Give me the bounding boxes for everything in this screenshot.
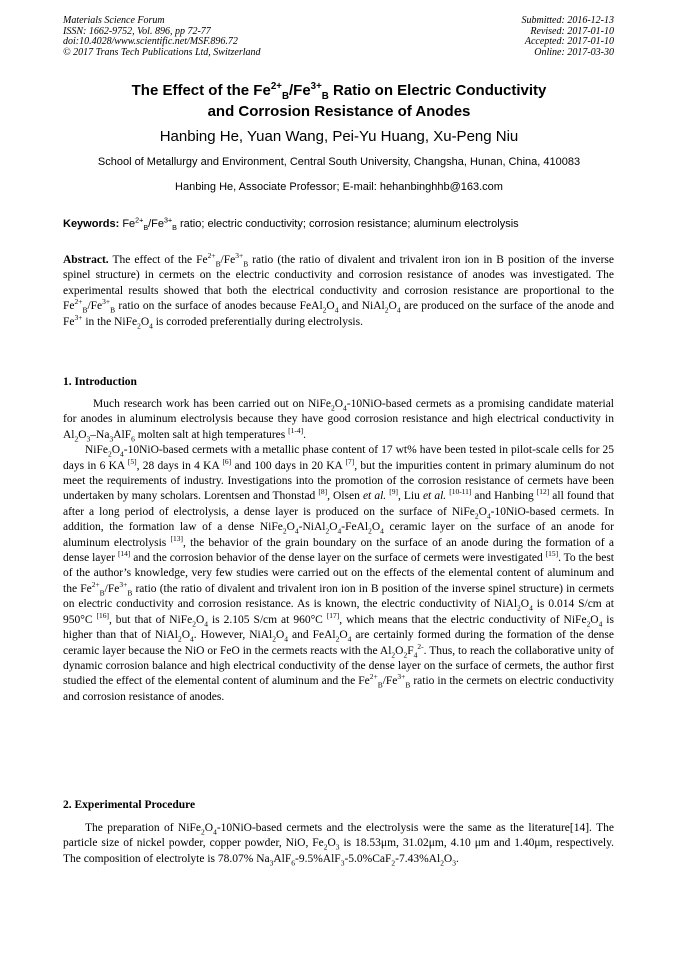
subscript: 4 bbox=[204, 618, 208, 628]
subscript: 3 bbox=[335, 842, 340, 852]
author-list: Hanbing He, Yuan Wang, Pei-Yu Huang, Xu-Peng Niu bbox=[159, 128, 519, 145]
superscript: 3+ bbox=[119, 580, 128, 590]
body-text: –Na bbox=[90, 428, 110, 441]
subscript: B bbox=[377, 680, 383, 690]
abstract-text: /Fe bbox=[220, 254, 236, 266]
subscript: 4 bbox=[334, 305, 339, 315]
subscript: 4 bbox=[598, 618, 603, 628]
subscript: B bbox=[281, 91, 289, 102]
subscript: 4 bbox=[380, 526, 384, 536]
corresponding-author: Hanbing He, Associate Professor; E-mail: hehanbinghhb@163.com bbox=[175, 181, 503, 193]
body-text: , but that of NiFe bbox=[108, 613, 193, 626]
body-text: -10NiO-based cermets. In addition, the formation law of a dense NiFe bbox=[63, 505, 614, 534]
affiliation: School of Metallurgy and Environment, Central South University, Changsha, Hunan, China, 410083 bbox=[97, 156, 581, 168]
subscript: B bbox=[127, 588, 133, 598]
body-text: is higher than that of NiAl bbox=[63, 613, 614, 642]
body-text: -5.0%CaF bbox=[344, 852, 392, 865]
subscript: 2 bbox=[323, 842, 328, 852]
subscript: 4 bbox=[347, 634, 352, 644]
subscript: B bbox=[215, 259, 221, 269]
body-text: Much research work has been carried out on NiFe bbox=[93, 398, 331, 410]
subscript: 4 bbox=[396, 305, 401, 315]
superscript: 3+ bbox=[235, 251, 244, 261]
body-text: /Fe bbox=[382, 675, 398, 688]
subscript: 2 bbox=[74, 434, 79, 444]
subscript: B bbox=[243, 259, 249, 269]
section-heading-experimental: 2. Experimental Procedure bbox=[63, 799, 196, 811]
body-text: and Hanbing bbox=[471, 490, 537, 503]
keyword-text: Fe bbox=[122, 218, 136, 230]
citation: [16] bbox=[96, 610, 109, 620]
body-text: molten salt at high temperatures bbox=[134, 428, 289, 441]
body-text: , Liu bbox=[397, 490, 423, 503]
body-text: The preparation of NiFe bbox=[85, 822, 202, 834]
body-text: et al. bbox=[362, 490, 387, 503]
citation: [5] bbox=[127, 456, 137, 466]
title-text: The Effect of the Fe bbox=[131, 82, 271, 99]
body-text: -7.43%Al bbox=[395, 852, 441, 865]
abstract: Abstract. The effect of the $Fe^{2+}_B/Fe^{3+}_B$ ratio (the ratio of divalent and trivalent iron ion in B position of the inverse spinel structure) in cermets on the electric conductivity and corrosion resistance of anodes was investigated. The experimental results showed that both the electrical conductivity and corrosion resistance are proportional to the $Fe^{2+}_B/Fe^{3+}_B$ ratio on the surface of anodes because $FeAl_2O_4$ and $NiAl_2O_4$ are produced on the surface of the anode and $Fe^{3+}$ in the $NiFe_2O_4$ is corroded preferentially during electrolysis. bbox=[63, 251, 615, 330]
subscript: 3 bbox=[86, 434, 91, 444]
body-text: -NiAl bbox=[298, 521, 326, 534]
subscript: 4 bbox=[343, 403, 347, 413]
subscript: 2 bbox=[177, 634, 182, 644]
superscript: 2+ bbox=[207, 251, 216, 261]
subscript: 3 bbox=[269, 858, 274, 868]
body-text: ceramic layer on the surface of an anode for aluminum electrolysis bbox=[63, 521, 614, 549]
superscript: 2+ bbox=[270, 81, 282, 92]
abstract-text: ratio (the ratio of divalent and trivalent iron ion in B position of the inverse spinel structure) in cermets on the electric conductivity and corrosion resistance of anodes was investigated. The experimental results showed that both the electrical conductivity and corrosion resistance are proportional to the Fe bbox=[63, 254, 614, 313]
citation: [7] bbox=[345, 456, 355, 466]
title-text: /Fe bbox=[288, 82, 311, 99]
subscript: 3 bbox=[452, 858, 456, 868]
abstract-text: in the NiFe bbox=[82, 315, 138, 328]
subscript: 2 bbox=[368, 526, 372, 536]
body-text: NiFe bbox=[85, 444, 108, 457]
abstract-label: Abstract. bbox=[63, 254, 109, 266]
experimental-body bbox=[63, 821, 614, 867]
paper-title bbox=[40, 80, 638, 122]
subscript: B bbox=[99, 588, 105, 598]
subscript: 4 bbox=[149, 320, 153, 330]
intro-paragraph-1: Much research work has been carried out on $NiFe_2O_4-10NiO$-based cermets as a promising candidate material for anodes in aluminum electrolysis because they have good corrosion resistance and high electrical conductivity in $Al_2O_3-Na_3AlF_6$ molten salt at high temperatures [1-4]. bbox=[63, 398, 614, 444]
subscript: 2 bbox=[335, 634, 340, 644]
body-text: , but the impurities content in primary aluminum do not meet the requirements of industry. Investigations into the promotion of the corrosion resistance of cermets have been undertaken by many scholars. Lorentsen and Thonstad bbox=[63, 459, 615, 503]
subscript: 2 bbox=[474, 511, 479, 521]
subscript: B bbox=[172, 224, 177, 233]
copyright-line: © 2017 Trans Tech Publications Ltd, Switzerland bbox=[63, 46, 261, 58]
subscript: 4 bbox=[284, 634, 288, 644]
subscript: 4 bbox=[120, 449, 124, 459]
subscript: B bbox=[110, 305, 116, 315]
subscript: 2 bbox=[384, 305, 389, 315]
subscript: 2 bbox=[440, 858, 444, 868]
subscript: 4 bbox=[337, 526, 342, 536]
accepted-date: Accepted: 2017-01-10 bbox=[524, 36, 614, 47]
subscript: 3 bbox=[340, 858, 345, 868]
keyword-text: ratio; electric conductivity; corrosion resistance; aluminum electrolysis bbox=[176, 218, 519, 230]
subscript: B bbox=[82, 305, 88, 315]
body-text: -10NiO-based cermets with a metallic phase content of 17 wt% have been tested in pilot-scale cells for 25 days in 6 KA bbox=[63, 444, 614, 472]
body-text: . bbox=[455, 852, 459, 865]
citation: [15] bbox=[545, 549, 559, 559]
subscript: 2 bbox=[272, 634, 276, 644]
intro-paragraph-2: $NiFe_2O_4-10NiO$-based cermets with a metallic phase content of 17 wt% have been tested in pilot-scale cells for 25 days in 6 KA [5], 28 days in 4 KA [6] and 100 days in 20 KA [7], but the impurities content in primary aluminum do not meet the requirements of industry. Investigations into the promotion of the corrosion resistance of cermets have been undertaken by many scholars. Lorentsen and Thonstad [8], Olsen et al. [9], Liu et al. [10-11] and Hanbing [12] all found that after a long period of electrolysis, a dense layer is produced on the surface of $NiFe_2O_4-10NiO$-based cermets. In addition, the formation law of a dense $NiFe_2O_4-NiAl_2O_4-FeAl_2O_4$ ceramic layer on the surface of an anode for aluminum electrolysis [13], the behavior of the grain boundary on the surface of an anode during the formation of a dense layer [14] and the corrosion behavior of the dense layer on the surface of cermets were investigated [15]. To the best of the author’s knowledge, very few studies were carried out on the effects of the elemental content of aluminum and the $Fe^{2+}_B/Fe^{3+}_B$ ratio (the ratio of divalent and trivalent iron ion in B position of the inverse spinel structure) in cermets on electric conductivity and corrosion resistance. As is known, the electric conductivity of $NiAl_2O_4$ is 0.014 S/cm at 950°C [16], but that of $NiFe_2O_4$ is 2.105 S/cm at 960°C [17], which means that the electric conductivity of $NiFe_2O_4$ is higher than that of $NiAl_2O_4$. However, $NiAl_2O_4$ and $FeAl_2O_4$ are certainly formed during the formation of the dense ceramic layer because the NiO or FeO in the cermets reacts with the $Al_2O_2F_4^{2-}$. Thus, to reach the collaborative unity of dynamic corrosion balance and high electrical conductivity of the dense layer on the surface of cermets, the author first studied the effect of the elemental content of aluminum and the $Fe^{2+}_B/Fe^{3+}_B$ ratio in the cermets on electric conductivity and corrosion resistance of anodes. bbox=[63, 444, 615, 703]
online-date: Online: 2017-03-30 bbox=[534, 46, 614, 58]
body-text: and FeAl bbox=[287, 629, 336, 642]
body-text: is 0.014 S/cm at 950°C bbox=[63, 598, 614, 626]
subscript: 2 bbox=[391, 858, 396, 868]
superscript: 2+ bbox=[135, 216, 144, 225]
abstract-text: is corroded preferentially during electrolysis. bbox=[152, 315, 363, 328]
subscript: 2 bbox=[391, 649, 396, 659]
journal-name: Materials Science Forum bbox=[63, 15, 165, 26]
body-text: -FeAl bbox=[341, 521, 369, 534]
abstract-text: ratio on the surface of anodes because FeAl bbox=[115, 300, 323, 313]
superscript: 3+ bbox=[74, 312, 83, 322]
citation: [13] bbox=[170, 533, 183, 543]
citation: [6] bbox=[222, 456, 232, 466]
body-text: . However, NiAl bbox=[193, 629, 273, 642]
keywords-label: Keywords: bbox=[63, 218, 120, 230]
citation: [8] bbox=[318, 487, 328, 497]
superscript: 2- bbox=[417, 641, 424, 651]
body-text: and 100 days in 20 KA bbox=[231, 459, 346, 472]
subscript: 2 bbox=[586, 618, 591, 628]
section-heading-introduction: 1. Introduction bbox=[63, 376, 137, 388]
title-line-2: and Corrosion Resistance of Anodes bbox=[207, 103, 471, 120]
superscript: 3+ bbox=[310, 81, 322, 92]
citation: [14] bbox=[117, 549, 131, 559]
body-text: -9.5%AlF bbox=[295, 852, 341, 865]
submitted-date: Submitted: 2016-12-13 bbox=[521, 15, 614, 26]
subscript: 4 bbox=[486, 511, 491, 521]
subscript: 4 bbox=[294, 526, 299, 536]
body-text: . To the best of the author’s knowledge, very few studies were carried out on the effects of the elemental content of aluminum and the Fe bbox=[63, 552, 614, 595]
abstract-text: /Fe bbox=[87, 300, 103, 313]
subscript: 4 bbox=[190, 634, 194, 644]
body-text: , Olsen bbox=[327, 490, 363, 503]
body-text: AlF bbox=[273, 852, 292, 865]
body-text: . bbox=[303, 428, 306, 441]
body-text: /Fe bbox=[104, 582, 120, 595]
subscript: 2 bbox=[108, 449, 112, 459]
body-text: -10NiO-based cermets and the electrolysis were the same as the literature[14]. The particle size of nickel powder, copper powder, NiO, Fe bbox=[63, 822, 614, 850]
subscript: 2 bbox=[322, 305, 327, 315]
subscript: 6 bbox=[131, 434, 135, 444]
subscript: B bbox=[405, 680, 411, 690]
body-text: AlF bbox=[113, 428, 132, 441]
subscript: 2 bbox=[403, 649, 408, 659]
journal-info bbox=[63, 16, 261, 58]
revised-date: Revised: 2017-01-10 bbox=[530, 25, 614, 37]
abstract-text: are produced on the surface of the anode and Fe bbox=[63, 300, 615, 328]
body-text: et al. bbox=[422, 490, 447, 503]
abstract-text: The effect of the Fe bbox=[108, 254, 208, 266]
citation: [10-11] bbox=[449, 487, 472, 497]
subscript: 2 bbox=[282, 526, 287, 536]
keyword-text: /Fe bbox=[148, 218, 164, 230]
citation: [1-4] bbox=[288, 425, 304, 435]
subscript: 2 bbox=[137, 320, 141, 330]
subscript: 2 bbox=[325, 526, 330, 536]
body-text: , which means that the electric conductivity of NiFe bbox=[339, 613, 587, 626]
title-line-1 bbox=[40, 80, 638, 101]
body-text: , 28 days in 4 KA bbox=[136, 459, 223, 472]
subscript: 2 bbox=[517, 603, 521, 613]
body-text: all found that after a long period of electrolysis, a dense layer is produced on the surface of NiFe bbox=[63, 490, 615, 518]
subscript: 2 bbox=[330, 403, 335, 413]
body-text: . Thus, to reach the collaborative unity of dynamic corrosion balance and high electrical conductivity of the dense layer on the surface of cermets, the author first studied the effect of the elemental content of aluminum and the Fe bbox=[63, 644, 614, 688]
keywords bbox=[63, 216, 623, 232]
introduction-body bbox=[63, 397, 614, 705]
subscript: 6 bbox=[291, 858, 296, 868]
citation: [17] bbox=[326, 610, 340, 620]
doi-line: doi:10.4028/www.scientific.net/MSF.896.72 bbox=[63, 36, 238, 47]
subscript: 4 bbox=[213, 827, 217, 837]
body-text: F bbox=[407, 644, 414, 657]
experimental-paragraph-1: The preparation of $NiFe_2O_4-10NiO$-based cermets and the electrolysis were the same as the literature[14]. The particle size of nickel powder, copper powder, NiO, $Fe_2O_3$ is 18.53μm, 31.02μm, 4.10 μm and 1.40μm, respectively. The composition of electrolyte is 78.07% $Na_3AlF_6-9.5\%AlF_3-5.0\%CaF_2-7.43\%Al_2O_3$. bbox=[63, 822, 614, 868]
body-text: and the corrosion behavior of the dense layer on the surface of cermets were investigated bbox=[130, 552, 546, 565]
superscript: 3+ bbox=[397, 672, 406, 682]
superscript: 2+ bbox=[369, 672, 378, 682]
body-text: ratio in the cermets on electric conductivity and corrosion resistance of anodes. bbox=[63, 675, 614, 703]
citation: [12] bbox=[536, 487, 550, 497]
issn-line: ISSN: 1662-9752, Vol. 896, pp 72-77 bbox=[63, 25, 211, 37]
submission-dates bbox=[522, 16, 615, 58]
subscript: 2 bbox=[192, 618, 196, 628]
body-text: is 2.105 S/cm at 960°C bbox=[208, 613, 327, 626]
subscript: 4 bbox=[413, 649, 418, 659]
body-text: are certainly formed during the formation of the dense ceramic layer because the NiO or FeO in the cermets reacts with the Al bbox=[63, 629, 615, 657]
subscript: 2 bbox=[201, 827, 205, 837]
superscript: 3+ bbox=[163, 216, 173, 225]
body-text: , the behavior of the grain boundary on the surface of an anode during the formation of a dense layer bbox=[63, 536, 614, 565]
superscript: 2+ bbox=[91, 580, 100, 590]
subscript: 4 bbox=[529, 603, 533, 613]
body-text: is 18.53μm, 31.02μm, 4.10 μm and 1.40μm, respectively. The composition of electrolyte is 78.07% Na bbox=[63, 837, 614, 865]
superscript: 2+ bbox=[74, 297, 83, 307]
abstract-text: and NiAl bbox=[338, 300, 385, 313]
body-text: ratio (the ratio of divalent and trivalent iron ion in B position of the inverse spinel structure) in cermets on electric conductivity and corrosion resistance. As is known, the electric conductivity of NiAl bbox=[63, 582, 614, 611]
subscript: B bbox=[321, 91, 329, 102]
subscript: B bbox=[143, 224, 149, 233]
body-text: -10NiO-based cermets as a promising candidate material for anodes in aluminum electrolysis because they have good corrosion resistance and high electrical conductivity in Al bbox=[63, 398, 614, 441]
citation: [9] bbox=[389, 487, 398, 497]
subscript: 3 bbox=[109, 434, 114, 444]
title-text: Ratio on Electric Conductivity bbox=[328, 82, 547, 99]
superscript: 3+ bbox=[102, 297, 111, 307]
